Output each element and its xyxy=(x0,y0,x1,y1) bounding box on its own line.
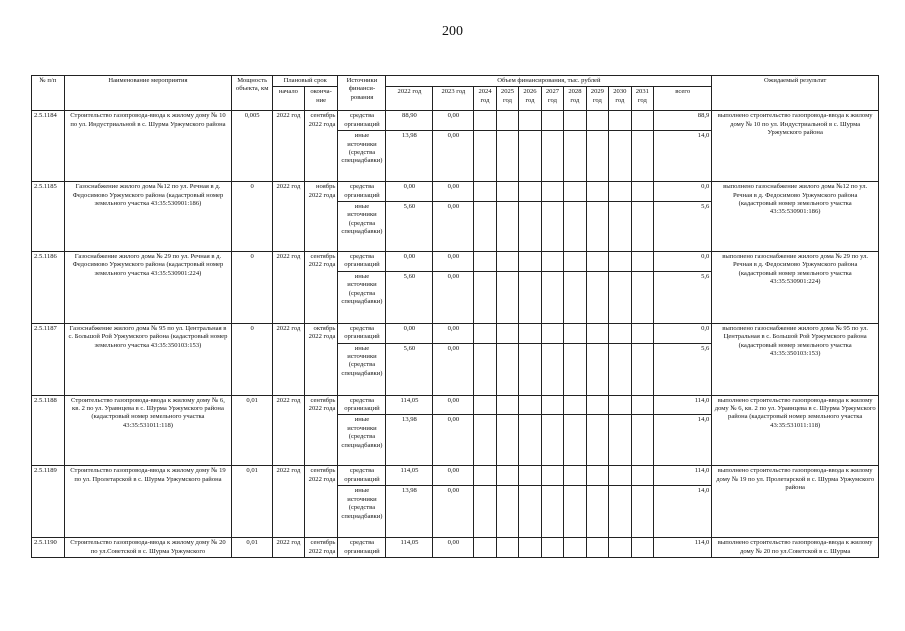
amount-total: 14,0 xyxy=(654,486,712,538)
amount-2024 xyxy=(474,111,496,131)
amount-2023: 0,00 xyxy=(433,486,474,538)
amount-2027 xyxy=(541,271,563,323)
amount-2026 xyxy=(519,466,541,486)
amount-2022: 5,60 xyxy=(386,202,433,252)
amount-2026 xyxy=(519,395,541,415)
header-num: № п/п xyxy=(32,76,65,111)
amount-2024 xyxy=(474,323,496,343)
header-result: Ожидаемый результат xyxy=(712,76,879,111)
amount-2029 xyxy=(586,271,608,323)
amount-2027 xyxy=(541,466,563,486)
amount-2025 xyxy=(496,111,518,131)
amount-2030 xyxy=(609,252,631,272)
capacity-value: 0,01 xyxy=(232,466,273,538)
amount-2025 xyxy=(496,466,518,486)
page-number: 200 xyxy=(442,24,463,39)
expected-result: выполнено газоснабжение жилого дома №12 по ул. Речная в д. Федосимово Уржумского района (кадастровый номер земельного участка 43:35:530901:186) xyxy=(712,182,879,252)
row-number: 2.5.1184 xyxy=(32,111,65,182)
amount-2026 xyxy=(519,252,541,272)
amount-total: 88,9 xyxy=(654,111,712,131)
expected-result: выполнено строительство газопровода-ввода к жилому дому № 19 по ул. Пролетарской в с. Шурма Уржумского района xyxy=(712,466,879,538)
amount-2029 xyxy=(586,131,608,182)
row-number: 2.5.1188 xyxy=(32,395,65,466)
amount-2023: 0,00 xyxy=(433,111,474,131)
row-number: 2.5.1190 xyxy=(32,538,65,558)
amount-2031 xyxy=(631,252,653,272)
amount-2025 xyxy=(496,202,518,252)
term-start: 2022 год xyxy=(273,323,305,395)
term-end: октябрь 2022 года xyxy=(304,323,338,395)
table-header xyxy=(32,76,879,111)
amount-2030 xyxy=(609,131,631,182)
table-row xyxy=(32,538,879,558)
amount-2026 xyxy=(519,111,541,131)
amount-2026 xyxy=(519,182,541,202)
amount-2026 xyxy=(519,323,541,343)
term-end: сентябрь 2022 года xyxy=(304,466,338,538)
header-capacity: Мощность объекта, км xyxy=(232,76,273,111)
amount-2028 xyxy=(564,466,586,486)
amount-2028 xyxy=(564,271,586,323)
amount-2022: 13,98 xyxy=(386,131,433,182)
amount-2026 xyxy=(519,415,541,466)
amount-total: 0,0 xyxy=(654,323,712,343)
amount-2023: 0,00 xyxy=(433,131,474,182)
expected-result: выполнено строительство газопровода-ввода к жилому дому № 6, кв. 2 по ул. Уравнцева в с. Шурма Уржумского района (кадастровый номер земельного участка 43:35:531011:118) xyxy=(712,395,879,466)
amount-2022: 88,90 xyxy=(386,111,433,131)
amount-2022: 0,00 xyxy=(386,323,433,343)
funding-source: иные источники (средства спецнадбавки) xyxy=(338,202,386,252)
measure-name: Газоснабжение жилого дома №12 по ул. Речная в д. Федосимово Уржумского района (кадастровый номер земельного участка 43:35:530901:186) xyxy=(64,182,232,252)
amount-2023: 0,00 xyxy=(433,202,474,252)
amount-2024 xyxy=(474,182,496,202)
funding-source: средства организаций xyxy=(338,466,386,486)
amount-2030 xyxy=(609,466,631,486)
amount-2028 xyxy=(564,252,586,272)
amount-2022: 114,05 xyxy=(386,466,433,486)
amount-2028 xyxy=(564,131,586,182)
amount-2029 xyxy=(586,466,608,486)
amount-2028 xyxy=(564,343,586,395)
capacity-value: 0,01 xyxy=(232,538,273,558)
amount-2030 xyxy=(609,486,631,538)
header-planned-term: Плановый срок xyxy=(273,76,338,87)
amount-2030 xyxy=(609,111,631,131)
header-name: Наименование мероприятия xyxy=(64,76,232,111)
table-row xyxy=(32,111,879,131)
header-y2022: 2022 год xyxy=(386,87,433,111)
table-row xyxy=(32,323,879,343)
amount-2031 xyxy=(631,486,653,538)
amount-2031 xyxy=(631,202,653,252)
capacity-value: 0,01 xyxy=(232,395,273,466)
amount-2024 xyxy=(474,486,496,538)
capacity-value: 0 xyxy=(232,252,273,324)
amount-2030 xyxy=(609,202,631,252)
amount-2026 xyxy=(519,343,541,395)
amount-2024 xyxy=(474,131,496,182)
header-y2023: 2023 год xyxy=(433,87,474,111)
measure-name: Строительство газопровода-ввода к жилому дому № 10 по ул. Индустриальной в с. Шурма Уржумского района xyxy=(64,111,232,182)
amount-2031 xyxy=(631,466,653,486)
header-y2027: 2027 год xyxy=(541,87,563,111)
amount-2027 xyxy=(541,343,563,395)
amount-total: 114,0 xyxy=(654,395,712,415)
term-start: 2022 год xyxy=(273,538,305,558)
amount-2027 xyxy=(541,415,563,466)
amount-2031 xyxy=(631,323,653,343)
row-number: 2.5.1187 xyxy=(32,323,65,395)
amount-2029 xyxy=(586,415,608,466)
amount-2025 xyxy=(496,343,518,395)
amount-2028 xyxy=(564,323,586,343)
amount-total: 114,0 xyxy=(654,538,712,558)
funding-source: иные источники (средства спецнадбавки) xyxy=(338,415,386,466)
amount-2028 xyxy=(564,538,586,558)
amount-2031 xyxy=(631,131,653,182)
amount-2030 xyxy=(609,343,631,395)
term-end: ноябрь 2022 года xyxy=(304,182,338,252)
amount-2029 xyxy=(586,323,608,343)
capacity-value: 0,005 xyxy=(232,111,273,182)
term-start: 2022 год xyxy=(273,182,305,252)
amount-2023: 0,00 xyxy=(433,271,474,323)
funding-source: средства организаций xyxy=(338,538,386,558)
amount-2027 xyxy=(541,486,563,538)
table-row xyxy=(32,466,879,486)
funding-source: иные источники (средства спецнадбавки) xyxy=(338,271,386,323)
amount-2026 xyxy=(519,271,541,323)
amount-2025 xyxy=(496,395,518,415)
amount-2029 xyxy=(586,202,608,252)
amount-2031 xyxy=(631,182,653,202)
amount-2022: 5,60 xyxy=(386,271,433,323)
amount-2027 xyxy=(541,202,563,252)
header-start: начало xyxy=(273,87,305,111)
amount-2029 xyxy=(586,252,608,272)
amount-2031 xyxy=(631,538,653,558)
amount-2031 xyxy=(631,395,653,415)
term-start: 2022 год xyxy=(273,252,305,324)
amount-2031 xyxy=(631,111,653,131)
term-end: сентябрь 2022 года xyxy=(304,252,338,324)
funding-source: иные источники (средства спецнадбавки) xyxy=(338,131,386,182)
amount-2029 xyxy=(586,343,608,395)
row-number: 2.5.1185 xyxy=(32,182,65,252)
header-y2024: 2024 год xyxy=(474,87,496,111)
funding-source: средства организаций xyxy=(338,182,386,202)
amount-2026 xyxy=(519,202,541,252)
amount-2027 xyxy=(541,323,563,343)
amount-2025 xyxy=(496,182,518,202)
amount-2023: 0,00 xyxy=(433,395,474,415)
term-end: сентябрь 2022 года xyxy=(304,111,338,182)
amount-2022: 5,60 xyxy=(386,343,433,395)
funding-source: средства организаций xyxy=(338,395,386,415)
header-y2026: 2026 год xyxy=(519,87,541,111)
financing-table xyxy=(31,75,879,558)
amount-2024 xyxy=(474,466,496,486)
amount-2024 xyxy=(474,415,496,466)
amount-total: 114,0 xyxy=(654,466,712,486)
amount-2030 xyxy=(609,395,631,415)
amount-2030 xyxy=(609,323,631,343)
capacity-value: 0 xyxy=(232,182,273,252)
term-start: 2022 год xyxy=(273,395,305,466)
amount-2028 xyxy=(564,202,586,252)
amount-2027 xyxy=(541,182,563,202)
funding-source: средства организаций xyxy=(338,323,386,343)
row-number: 2.5.1189 xyxy=(32,466,65,538)
measure-name: Строительство газопровода-ввода к жилому дому № 20 по ул.Советской в с. Шурма Уржумского xyxy=(64,538,232,558)
amount-2027 xyxy=(541,395,563,415)
amount-2028 xyxy=(564,486,586,538)
header-y2028: 2028 год xyxy=(564,87,586,111)
amount-2024 xyxy=(474,202,496,252)
amount-2025 xyxy=(496,486,518,538)
amount-total: 0,0 xyxy=(654,182,712,202)
amount-total: 14,0 xyxy=(654,415,712,466)
amount-total: 5,6 xyxy=(654,271,712,323)
measure-name: Газоснабжение жилого дома № 29 по ул. Речная в д. Федосимово Уржумского района (кадастровый номер земельного участка 43:35:530901:224) xyxy=(64,252,232,324)
term-start: 2022 год xyxy=(273,111,305,182)
table-body xyxy=(32,111,879,558)
amount-total: 0,0 xyxy=(654,252,712,272)
amount-2025 xyxy=(496,131,518,182)
amount-total: 5,6 xyxy=(654,202,712,252)
amount-2029 xyxy=(586,538,608,558)
measure-name: Строительство газопровода-ввода к жилому дому № 19 по ул. Пролетарской в с. Шурма Уржумского района xyxy=(64,466,232,538)
amount-2030 xyxy=(609,271,631,323)
amount-2029 xyxy=(586,182,608,202)
amount-2022: 13,98 xyxy=(386,415,433,466)
amount-2022: 0,00 xyxy=(386,252,433,272)
amount-2026 xyxy=(519,131,541,182)
header-y2025: 2025 год xyxy=(496,87,518,111)
amount-2023: 0,00 xyxy=(433,415,474,466)
amount-2023: 0,00 xyxy=(433,538,474,558)
funding-source: средства организаций xyxy=(338,111,386,131)
table-row xyxy=(32,252,879,272)
table-row xyxy=(32,395,879,415)
amount-2029 xyxy=(586,111,608,131)
capacity-value: 0 xyxy=(232,323,273,395)
table-row xyxy=(32,182,879,202)
amount-2026 xyxy=(519,486,541,538)
amount-2028 xyxy=(564,111,586,131)
amount-2029 xyxy=(586,395,608,415)
amount-2022: 114,05 xyxy=(386,538,433,558)
expected-result: выполнено строительство газопровода-ввода к жилому дому № 10 по ул. Индустриальной в с. Шурма Уржумского района xyxy=(712,111,879,182)
amount-2030 xyxy=(609,182,631,202)
amount-2022: 13,98 xyxy=(386,486,433,538)
amount-2030 xyxy=(609,538,631,558)
measure-name: Строительство газопровода-ввода к жилому дому № 6, кв. 2 по ул. Уравнцева в с. Шурма Уржумского района (кадастровый номер земельного участка 43:35:531011:118) xyxy=(64,395,232,466)
amount-2031 xyxy=(631,343,653,395)
amount-2027 xyxy=(541,252,563,272)
amount-2023: 0,00 xyxy=(433,466,474,486)
amount-2024 xyxy=(474,538,496,558)
header-y2030: 2030 год xyxy=(609,87,631,111)
amount-2025 xyxy=(496,415,518,466)
expected-result: выполнено строительство газопровода-ввода к жилому дому № 20 по ул.Советской в с. Шурма xyxy=(712,538,879,558)
funding-source: средства организаций xyxy=(338,252,386,272)
amount-2022: 0,00 xyxy=(386,182,433,202)
expected-result: выполнено газоснабжение жилого дома № 29 по ул. Речная в д. Федосимово Уржумского района (кадастровый номер земельного участка 43:35:530901:224) xyxy=(712,252,879,324)
amount-2030 xyxy=(609,415,631,466)
amount-2028 xyxy=(564,395,586,415)
amount-2025 xyxy=(496,252,518,272)
amount-2029 xyxy=(586,486,608,538)
expected-result: выполнено газоснабжение жилого дома № 95 по ул. Центральная в с. Большой Рой Уржумского района (кадастровый номер земельного участка 43:35:350103:153) xyxy=(712,323,879,395)
header-y2029: 2029 год xyxy=(586,87,608,111)
amount-2028 xyxy=(564,182,586,202)
amount-2027 xyxy=(541,538,563,558)
amount-total: 5,6 xyxy=(654,343,712,395)
amount-total: 14,0 xyxy=(654,131,712,182)
amount-2027 xyxy=(541,131,563,182)
amount-2023: 0,00 xyxy=(433,252,474,272)
header-source: Источники финанси-рования xyxy=(338,76,386,111)
funding-source: иные источники (средства спецнадбавки) xyxy=(338,343,386,395)
header-total: всего xyxy=(654,87,712,111)
row-number: 2.5.1186 xyxy=(32,252,65,324)
amount-2023: 0,00 xyxy=(433,323,474,343)
amount-2024 xyxy=(474,343,496,395)
term-start: 2022 год xyxy=(273,466,305,538)
amount-2026 xyxy=(519,538,541,558)
amount-2024 xyxy=(474,395,496,415)
amount-2025 xyxy=(496,538,518,558)
amount-2024 xyxy=(474,271,496,323)
funding-source: иные источники (средства спецнадбавки) xyxy=(338,486,386,538)
amount-2031 xyxy=(631,415,653,466)
amount-2031 xyxy=(631,271,653,323)
amount-2022: 114,05 xyxy=(386,395,433,415)
header-end: оконча-ние xyxy=(304,87,338,111)
header-y2031: 2031 год xyxy=(631,87,653,111)
header-volume: Объем финансирования, тыс. рублей xyxy=(386,76,712,87)
amount-2028 xyxy=(564,415,586,466)
measure-name: Газоснабжение жилого дома № 95 по ул. Центральная в с. Большой Рой Уржумского района (кадастровый номер земельного участка 43:35:350103:153) xyxy=(64,323,232,395)
amount-2023: 0,00 xyxy=(433,182,474,202)
term-end: сентябрь 2022 года xyxy=(304,538,338,558)
amount-2027 xyxy=(541,111,563,131)
amount-2025 xyxy=(496,323,518,343)
amount-2023: 0,00 xyxy=(433,343,474,395)
term-end: сентябрь 2022 года xyxy=(304,395,338,466)
amount-2024 xyxy=(474,252,496,272)
amount-2025 xyxy=(496,271,518,323)
